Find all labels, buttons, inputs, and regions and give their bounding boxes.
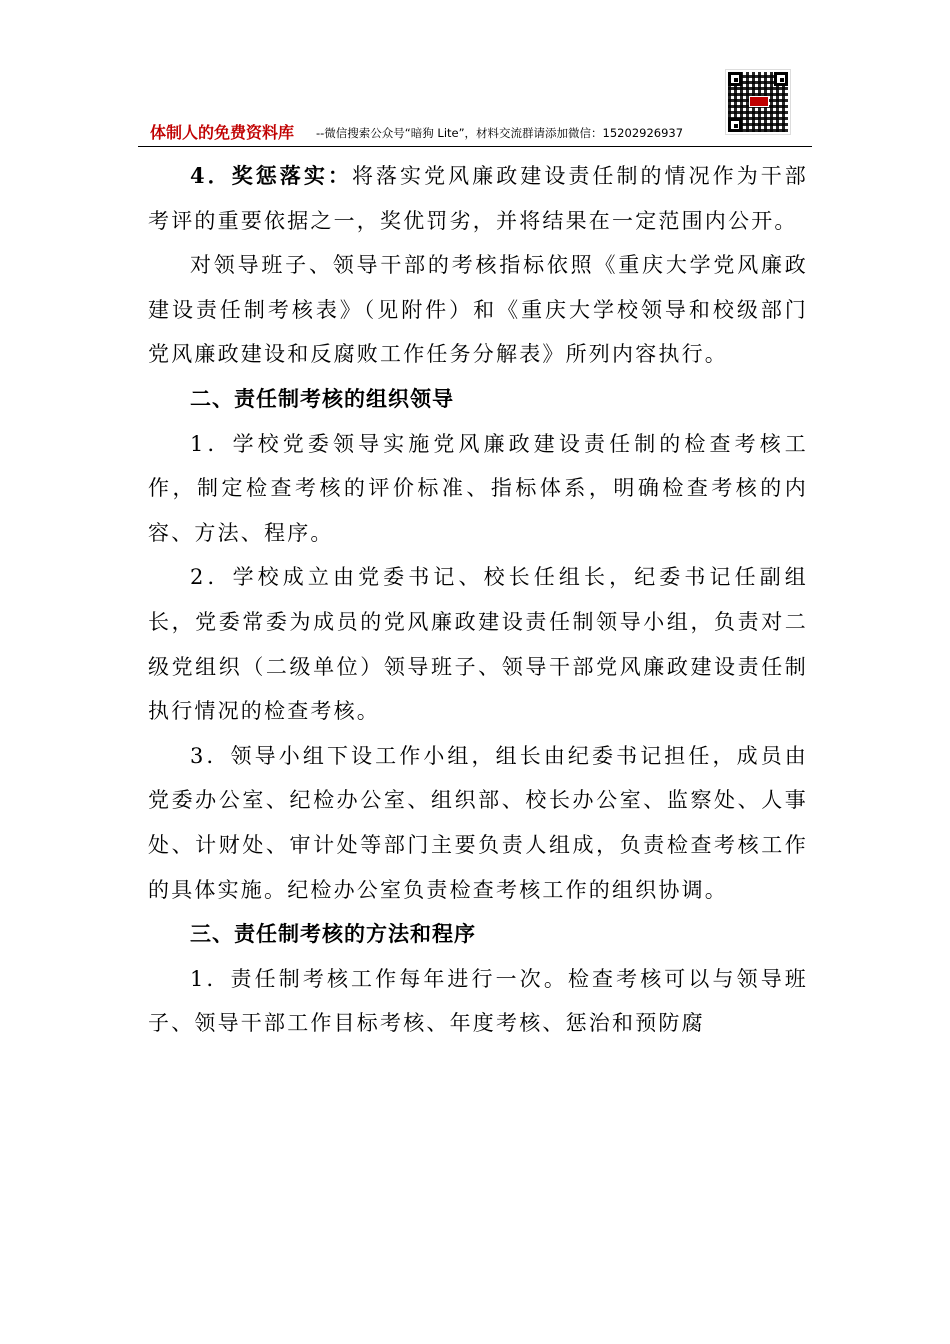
- page-header: [138, 70, 812, 147]
- paragraph-method-1: 1．责任制考核工作每年进行一次。检查考核可以与领导班子、领导干部工作目标考核、年度考核、惩治和预防腐: [148, 966, 808, 1036]
- paragraph-indicators: 对领导班子、领导干部的考核指标依照《重庆大学党风廉政建设责任制考核表》（见附件）和《重庆大学校领导和校级部门党风廉政建设和反腐败工作任务分解表》所列内容执行。: [148, 253, 808, 367]
- header-note: --微信搜索公众号“暗狗 Lite”，材料交流群请添加微信：15202926937: [316, 126, 684, 140]
- brand-title: 体制人的免费资料库: [150, 123, 295, 142]
- document-body: [148, 154, 808, 1046]
- section-heading-methods: 三、责任制考核的方法和程序: [190, 922, 476, 947]
- paragraph-rewards: [148, 154, 808, 243]
- paragraph-item-3: 3．领导小组下设工作小组，组长由纪委书记担任，成员由党委办公室、纪检办公室、组织部、校长办公室、监察处、人事处、计财处、审计处等部门主要负责人组成，负责检查考核工作的具体实施。纪检办公室负责检查考核工作的组织协调。: [148, 743, 808, 902]
- paragraph-text: 将落实党风廉政建设责任制的情况作为干部考评的重要依据之一，奖优罚劣，并将结果在一定范围内公开。: [148, 164, 808, 233]
- qr-code-icon: [726, 70, 790, 134]
- paragraph-lead: 4．奖惩落实：: [190, 163, 352, 188]
- paragraph-item-1: 1．学校党委领导实施党风廉政建设责任制的检查考核工作，制定检查考核的评价标准、指标体系，明确检查考核的内容、方法、程序。: [148, 431, 808, 545]
- paragraph-item-2: 2．学校成立由党委书记、校长任组长，纪委书记任副组长，党委常委为成员的党风廉政建设责任制领导小组，负责对二级党组织（二级单位）领导班子、领导干部党风廉政建设责任制执行情况的检查考核。: [148, 565, 808, 724]
- section-heading-organization: 二、责任制考核的组织领导: [190, 386, 454, 411]
